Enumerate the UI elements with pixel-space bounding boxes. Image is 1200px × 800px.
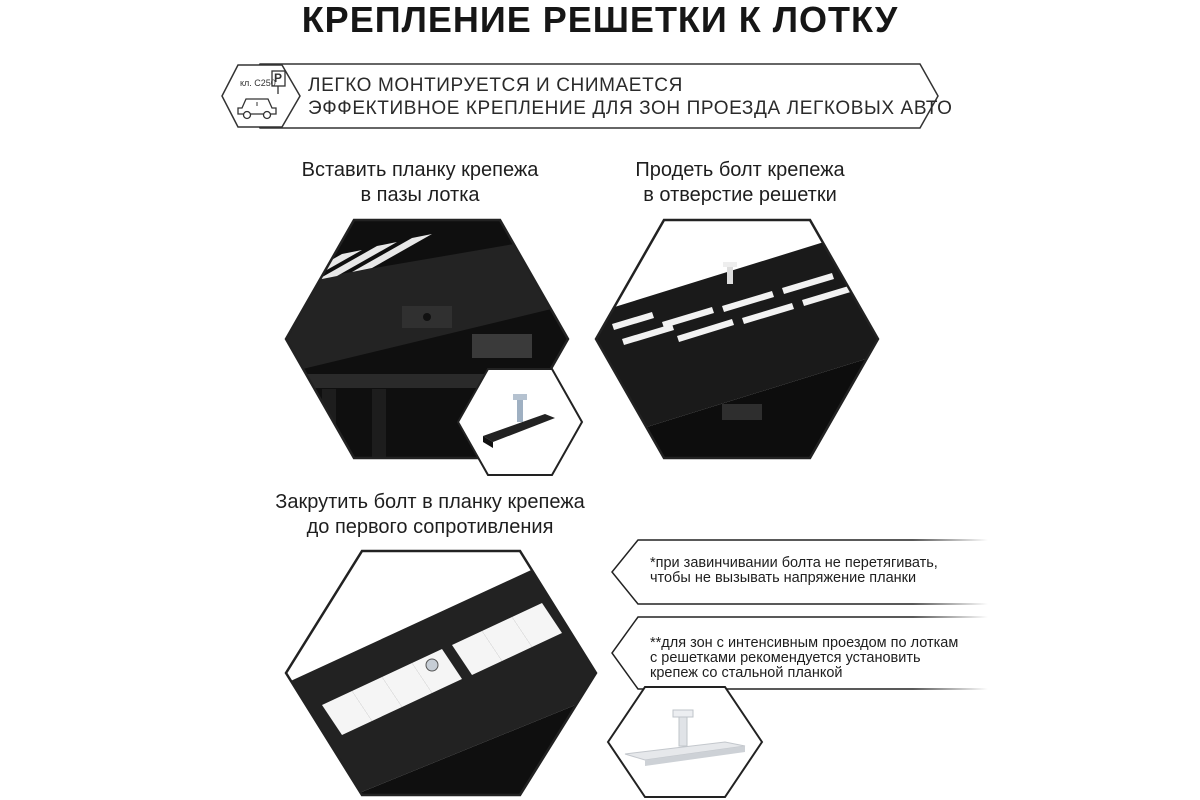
step-3-line-2: до первого сопротивления [306, 516, 554, 538]
banner-text [308, 74, 953, 120]
steel-plate-inset [605, 684, 765, 800]
step-1-line-2: в пазы лотка [360, 184, 480, 206]
parking-car-icon [232, 68, 296, 124]
step-3-line-1: Закрутить болт в планку крепежа [275, 491, 585, 513]
step-2-image [592, 214, 882, 464]
note-2-line-3: крепеж со стальной планкой [650, 665, 843, 681]
step-2-line-1: Продеть болт крепежа [635, 159, 845, 181]
banner-line-1: ЛЕГКО МОНТИРУЕТСЯ И СНИМАЕТСЯ [308, 75, 683, 96]
note-2 [650, 636, 958, 681]
note-1-line-2: чтобы не вызывать напряжение планки [650, 570, 917, 586]
feature-banner [220, 62, 953, 130]
note-2-line-1: **для зон с интенсивным проездом по лоткам [650, 635, 959, 651]
note-1-line-1: *при завинчивании болта не перетягивать, [650, 555, 938, 571]
class-label: кл. C250 [240, 78, 276, 88]
step-1-line-1: Вставить планку крепежа [301, 159, 539, 181]
step-3-image [282, 545, 600, 800]
step-3-title [240, 490, 620, 540]
step-1-title [270, 158, 570, 208]
fastening-plate-inset [455, 366, 585, 478]
page-title: КРЕПЛЕНИЕ РЕШЕТКИ К ЛОТКУ [301, 0, 899, 40]
step-2-line-2: в отверстие решетки [643, 184, 837, 206]
parking-label: P [274, 71, 283, 85]
banner-line-2: ЭФФЕКТИВНОЕ КРЕПЛЕНИЕ ДЛЯ ЗОН ПРОЕЗДА ЛЕГКОВЫХ АВТО [308, 98, 953, 119]
note-2-line-2: с решетками рекомендуется установить [650, 650, 921, 666]
step-2-title [590, 158, 890, 208]
note-1 [650, 556, 938, 586]
